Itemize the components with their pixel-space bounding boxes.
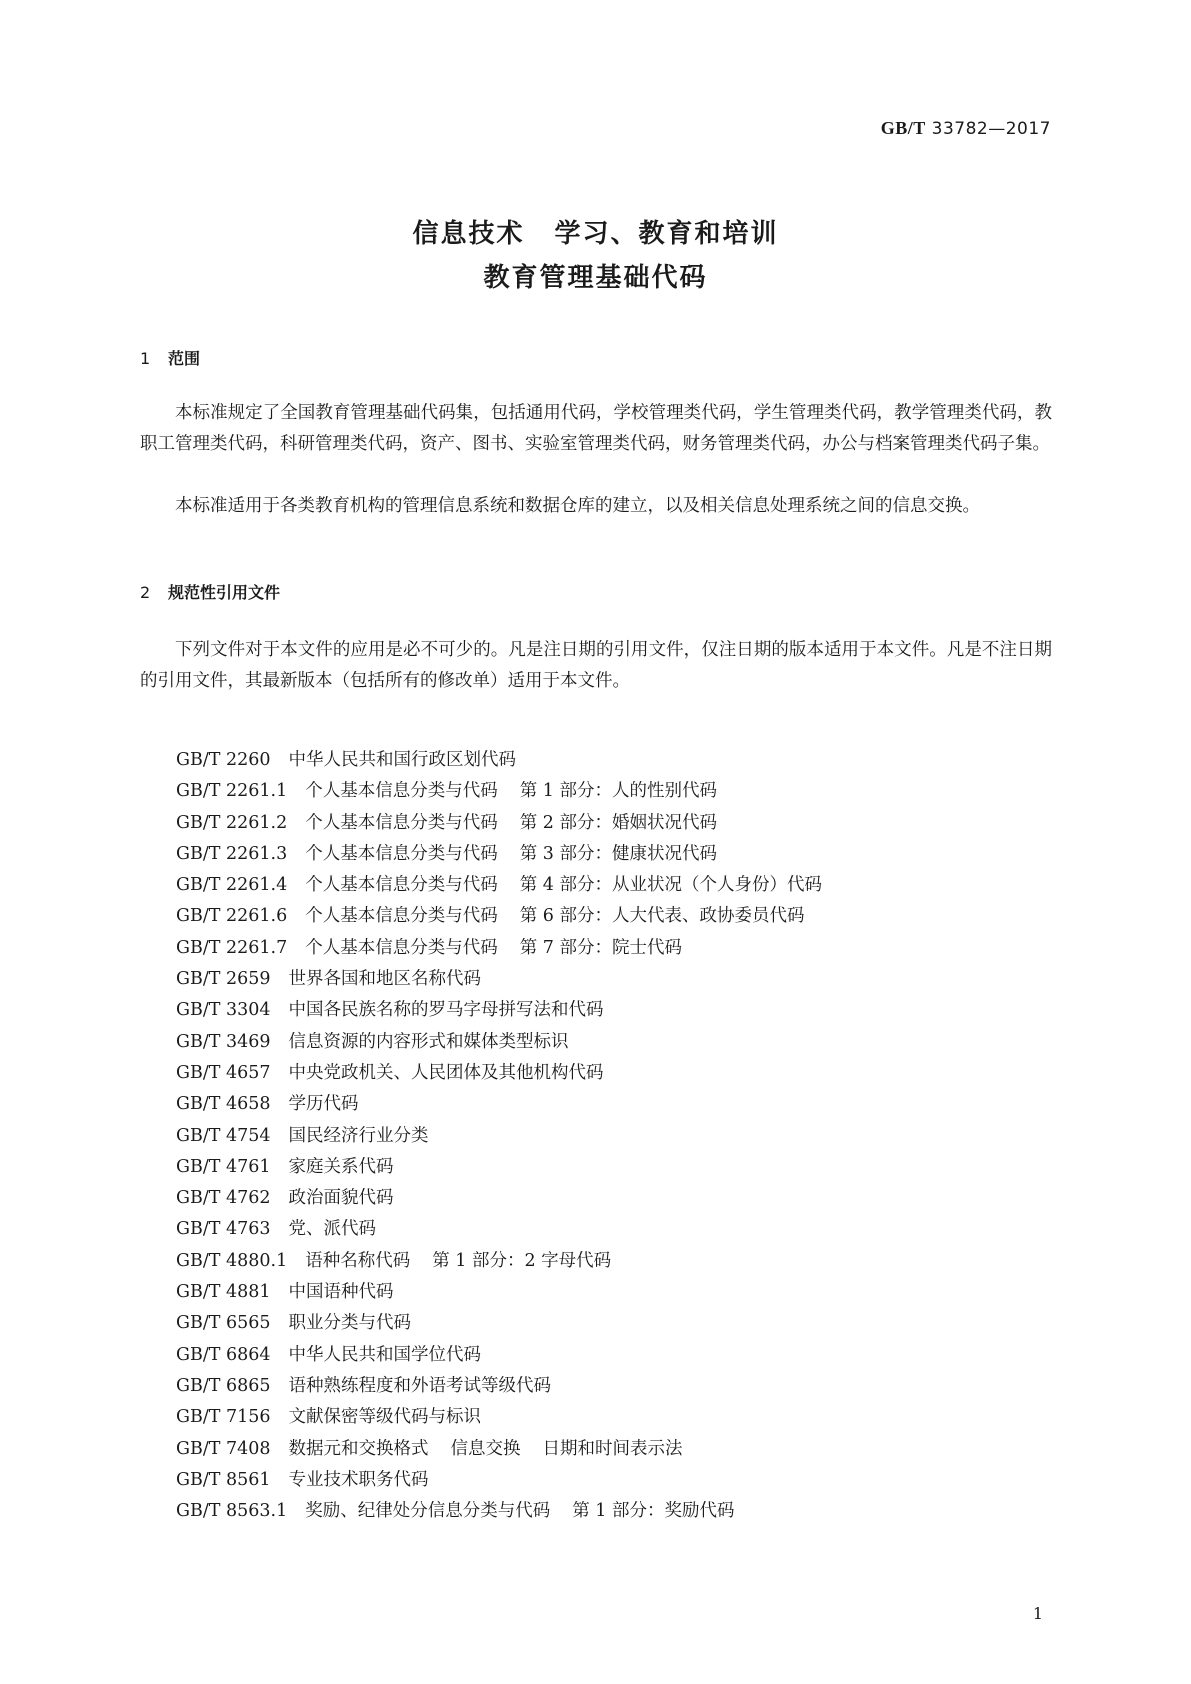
standard-number [881, 118, 1051, 139]
reference-item [176, 1434, 822, 1465]
reference-code: GB/T 2261.7 [176, 937, 288, 958]
reference-part: 第 1 部分：人的性别代码 [519, 781, 717, 802]
reference-item [176, 1308, 822, 1339]
reference-part: 第 3 部分：健康状况代码 [519, 843, 717, 864]
section-2-title: 规范性引用文件 [168, 583, 281, 602]
section-2-intro: 下列文件对于本文件的应用是必不可少的。凡是注日期的引用文件，仅注日期的版本适用于本文件。凡是不注日期的引用文件，其最新版本（包括所有的修改单）适用于本文件。 [140, 640, 1052, 691]
standard-code-prefix: GB/T [880, 118, 926, 138]
reference-code: GB/T 7408 [176, 1438, 271, 1459]
reference-title: 中央党政机关、人民团体及其他机构代码 [288, 1062, 604, 1083]
reference-title: 文献保密等级代码与标识 [288, 1407, 482, 1428]
reference-part: 第 6 部分：人大代表、政协委员代码 [519, 906, 805, 927]
reference-list [176, 745, 822, 1527]
reference-part: 信息交换 [450, 1438, 521, 1459]
reference-part-2: 日期和时间表示法 [542, 1438, 683, 1459]
reference-item [176, 1058, 822, 1089]
reference-code: GB/T 4763 [176, 1219, 271, 1240]
reference-code: GB/T 4761 [176, 1156, 271, 1177]
reference-code: GB/T 4762 [176, 1188, 271, 1209]
reference-code: GB/T 4880.1 [176, 1250, 288, 1271]
reference-title: 个人基本信息分类与代码 [305, 937, 498, 958]
reference-title: 中华人民共和国学位代码 [288, 1344, 482, 1365]
title-part-a: 信息技术 [412, 219, 525, 249]
reference-title: 个人基本信息分类与代码 [305, 875, 498, 896]
reference-code: GB/T 2659 [176, 969, 271, 990]
reference-item [176, 1089, 822, 1120]
reference-title: 家庭关系代码 [288, 1156, 394, 1177]
reference-code: GB/T 6865 [176, 1375, 271, 1396]
reference-title: 个人基本信息分类与代码 [305, 906, 498, 927]
reference-title: 个人基本信息分类与代码 [305, 781, 498, 802]
reference-title: 个人基本信息分类与代码 [305, 812, 498, 833]
reference-title: 个人基本信息分类与代码 [305, 843, 498, 864]
reference-code: GB/T 8563.1 [176, 1501, 288, 1522]
reference-title: 中国各民族名称的罗马字母拼写法和代码 [288, 1000, 604, 1021]
reference-code: GB/T 3304 [176, 1000, 271, 1021]
reference-part: 第 4 部分：从业状况（个人身份）代码 [519, 875, 822, 896]
page-number: 1 [1032, 1604, 1043, 1623]
reference-title: 中华人民共和国行政区划代码 [288, 750, 517, 770]
reference-item [176, 933, 822, 964]
reference-title: 奖励、纪律处分信息分类与代码 [305, 1501, 551, 1522]
section-1-title: 范围 [168, 349, 201, 368]
section-2-heading [140, 580, 280, 603]
reference-code: GB/T 2260 [176, 750, 271, 770]
reference-item [176, 1465, 822, 1496]
reference-title: 国民经济行业分类 [288, 1125, 429, 1146]
reference-title: 专业技术职务代码 [288, 1469, 429, 1490]
reference-item [176, 1371, 822, 1402]
reference-title: 语种熟练程度和外语考试等级代码 [288, 1375, 552, 1396]
reference-code: GB/T 2261.4 [176, 875, 288, 896]
reference-title: 学历代码 [288, 1094, 359, 1115]
reference-item [176, 1402, 822, 1433]
standard-code-number: 33782—2017 [931, 119, 1051, 139]
reference-item [176, 1152, 822, 1183]
reference-code: GB/T 3469 [176, 1031, 271, 1052]
title-line-1 [0, 212, 1191, 256]
reference-code: GB/T 4754 [176, 1125, 271, 1146]
reference-title: 世界各国和地区名称代码 [288, 969, 482, 990]
reference-code: GB/T 2261.2 [176, 812, 288, 833]
section-1-paragraph-2: 本标准适用于各类教育机构的管理信息系统和数据仓库的建立，以及相关信息处理系统之间的信息交换。 [175, 496, 980, 516]
reference-item [176, 870, 822, 901]
reference-code: GB/T 2261.6 [176, 906, 288, 927]
section-2-number: 2 [140, 583, 151, 602]
reference-part: 第 1 部分：2 字母代码 [432, 1250, 612, 1271]
title-line-2: 教育管理基础代码 [483, 263, 708, 293]
reference-item [176, 964, 822, 995]
reference-code: GB/T 4657 [176, 1062, 271, 1083]
reference-title: 党、派代码 [288, 1219, 377, 1240]
section-1-number: 1 [140, 349, 151, 368]
reference-item [176, 1277, 822, 1308]
section-1-heading [140, 346, 200, 369]
reference-code: GB/T 6565 [176, 1313, 271, 1334]
reference-item [176, 1121, 822, 1152]
reference-code: GB/T 2261.3 [176, 843, 288, 864]
section-1-paragraph-1: 本标准规定了全国教育管理基础代码集，包括通用代码，学校管理类代码，学生管理类代码，教学管理类代码，教职工管理类代码，科研管理类代码，资产、图书、实验室管理类代码，财务管理类代码，办公与档案管理类代码子集。 [140, 403, 1052, 454]
reference-item [176, 1340, 822, 1371]
title-part-b: 学习、教育和培训 [554, 219, 779, 249]
reference-item [176, 1496, 822, 1527]
reference-item [176, 745, 822, 776]
reference-item [176, 776, 822, 807]
document-title [0, 212, 1191, 300]
reference-code: GB/T 6864 [176, 1344, 271, 1365]
reference-part: 第 2 部分：婚姻状况代码 [519, 812, 717, 833]
reference-code: GB/T 7156 [176, 1407, 271, 1428]
reference-item [176, 1183, 822, 1214]
reference-code: GB/T 8561 [176, 1469, 271, 1490]
reference-code: GB/T 4658 [176, 1094, 271, 1115]
reference-item [176, 839, 822, 870]
reference-title: 数据元和交换格式 [288, 1438, 429, 1459]
reference-part: 第 1 部分：奖励代码 [572, 1501, 735, 1522]
reference-item [176, 1214, 822, 1245]
reference-item [176, 901, 822, 932]
reference-item [176, 808, 822, 839]
reference-item [176, 995, 822, 1026]
reference-title: 语种名称代码 [305, 1250, 411, 1271]
reference-code: GB/T 4881 [176, 1282, 271, 1303]
reference-code: GB/T 2261.1 [176, 781, 288, 802]
reference-item [176, 1246, 822, 1277]
reference-part: 第 7 部分：院士代码 [519, 937, 682, 958]
reference-title: 政治面貌代码 [288, 1188, 394, 1209]
reference-title: 信息资源的内容形式和媒体类型标识 [288, 1031, 569, 1052]
reference-title: 职业分类与代码 [288, 1313, 412, 1334]
reference-title: 中国语种代码 [288, 1282, 394, 1303]
reference-item [176, 1027, 822, 1058]
